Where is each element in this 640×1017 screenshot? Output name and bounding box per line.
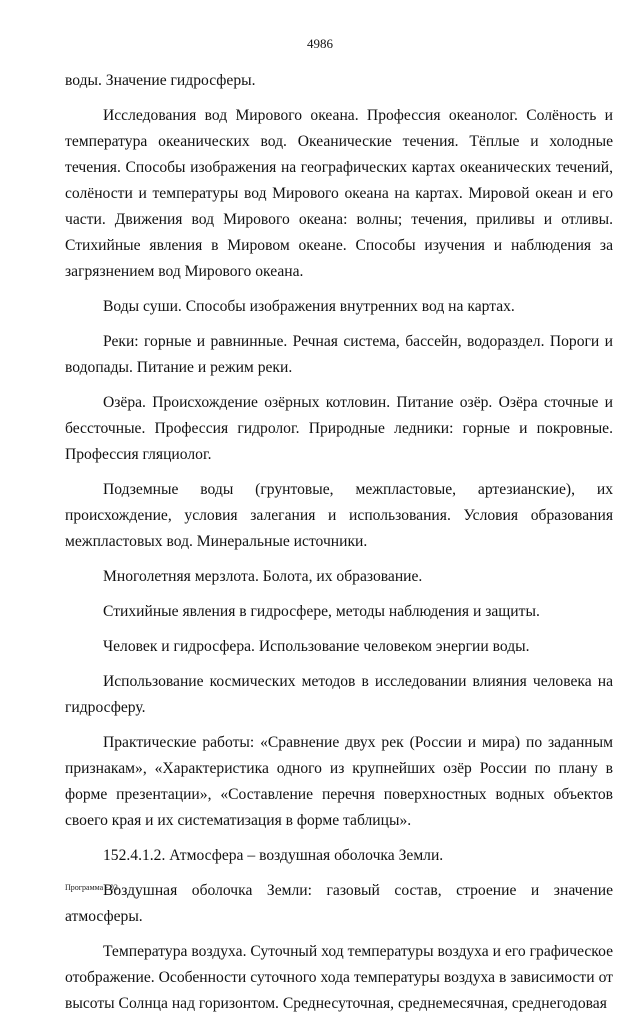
paragraph: Озёра. Происхождение озёрных котловин. Питание озёр. Озёра сточные и бессточные. Профессия гидролог. Природные ледники: горные и покровные. Профессия гляциолог.: [65, 394, 613, 463]
paragraph: Воздушная оболочка Земли: газовый состав, строение и значение атмосферы.: [65, 882, 613, 925]
paragraph: Многолетняя мерзлота. Болота, их образование.: [103, 568, 423, 585]
paragraph: Использование космических методов в исследовании влияния человека на гидросферу.: [65, 673, 613, 716]
paragraph: Исследования вод Мирового океана. Профессия океанолог. Солёность и температура океанических вод. Океанические течения. Тёплые и холодные течения. Способы изображения на географических картах океанических течений, солёности и температуры вод Мирового океана на картах. Мировой океан и его части. Движения вод Мирового океана: волны; течения, приливы и отливы. Стихийные явления в Мировом океане. Способы изучения и наблюдения за загрязнением вод Мирового океана.: [65, 107, 613, 280]
paragraph: Практические работы: «Сравнение двух рек (России и мира) по заданным признакам», «Характеристика одного из крупнейших озёр России по плану в форме презентации», «Составление перечня поверхностных водных объектов своего края и их систематизация в форме таблицы».: [65, 734, 613, 829]
section-heading: 152.4.1.2. Атмосфера – воздушная оболочка Земли.: [103, 847, 444, 864]
footer-label: Программа - 03: [65, 883, 118, 892]
page-number: 4986: [307, 36, 333, 51]
paragraph: Стихийные явления в гидросфере, методы наблюдения и защиты.: [103, 603, 540, 620]
paragraph: Человек и гидросфера. Использование человеком энергии воды.: [103, 638, 530, 655]
paragraph: воды. Значение гидросферы.: [65, 72, 256, 89]
paragraph: Подземные воды (грунтовые, межпластовые, артезианские), их происхождение, условия залегания и использования. Условия образования межпластовых вод. Минеральные источники.: [65, 481, 613, 550]
paragraph: Воды суши. Способы изображения внутренних вод на картах.: [103, 298, 515, 315]
document-body: [65, 68, 613, 1017]
paragraph: Температура воздуха. Суточный ход температуры воздуха и его графическое отображение. Особенности суточного хода температуры воздуха в зависимости от высоты Солнца над горизонтом. Среднесуточная, среднемесячная, среднегодовая: [65, 943, 613, 1012]
paragraph: Реки: горные и равнинные. Речная система, бассейн, водораздел. Пороги и водопады. Питание и режим реки.: [65, 333, 613, 376]
